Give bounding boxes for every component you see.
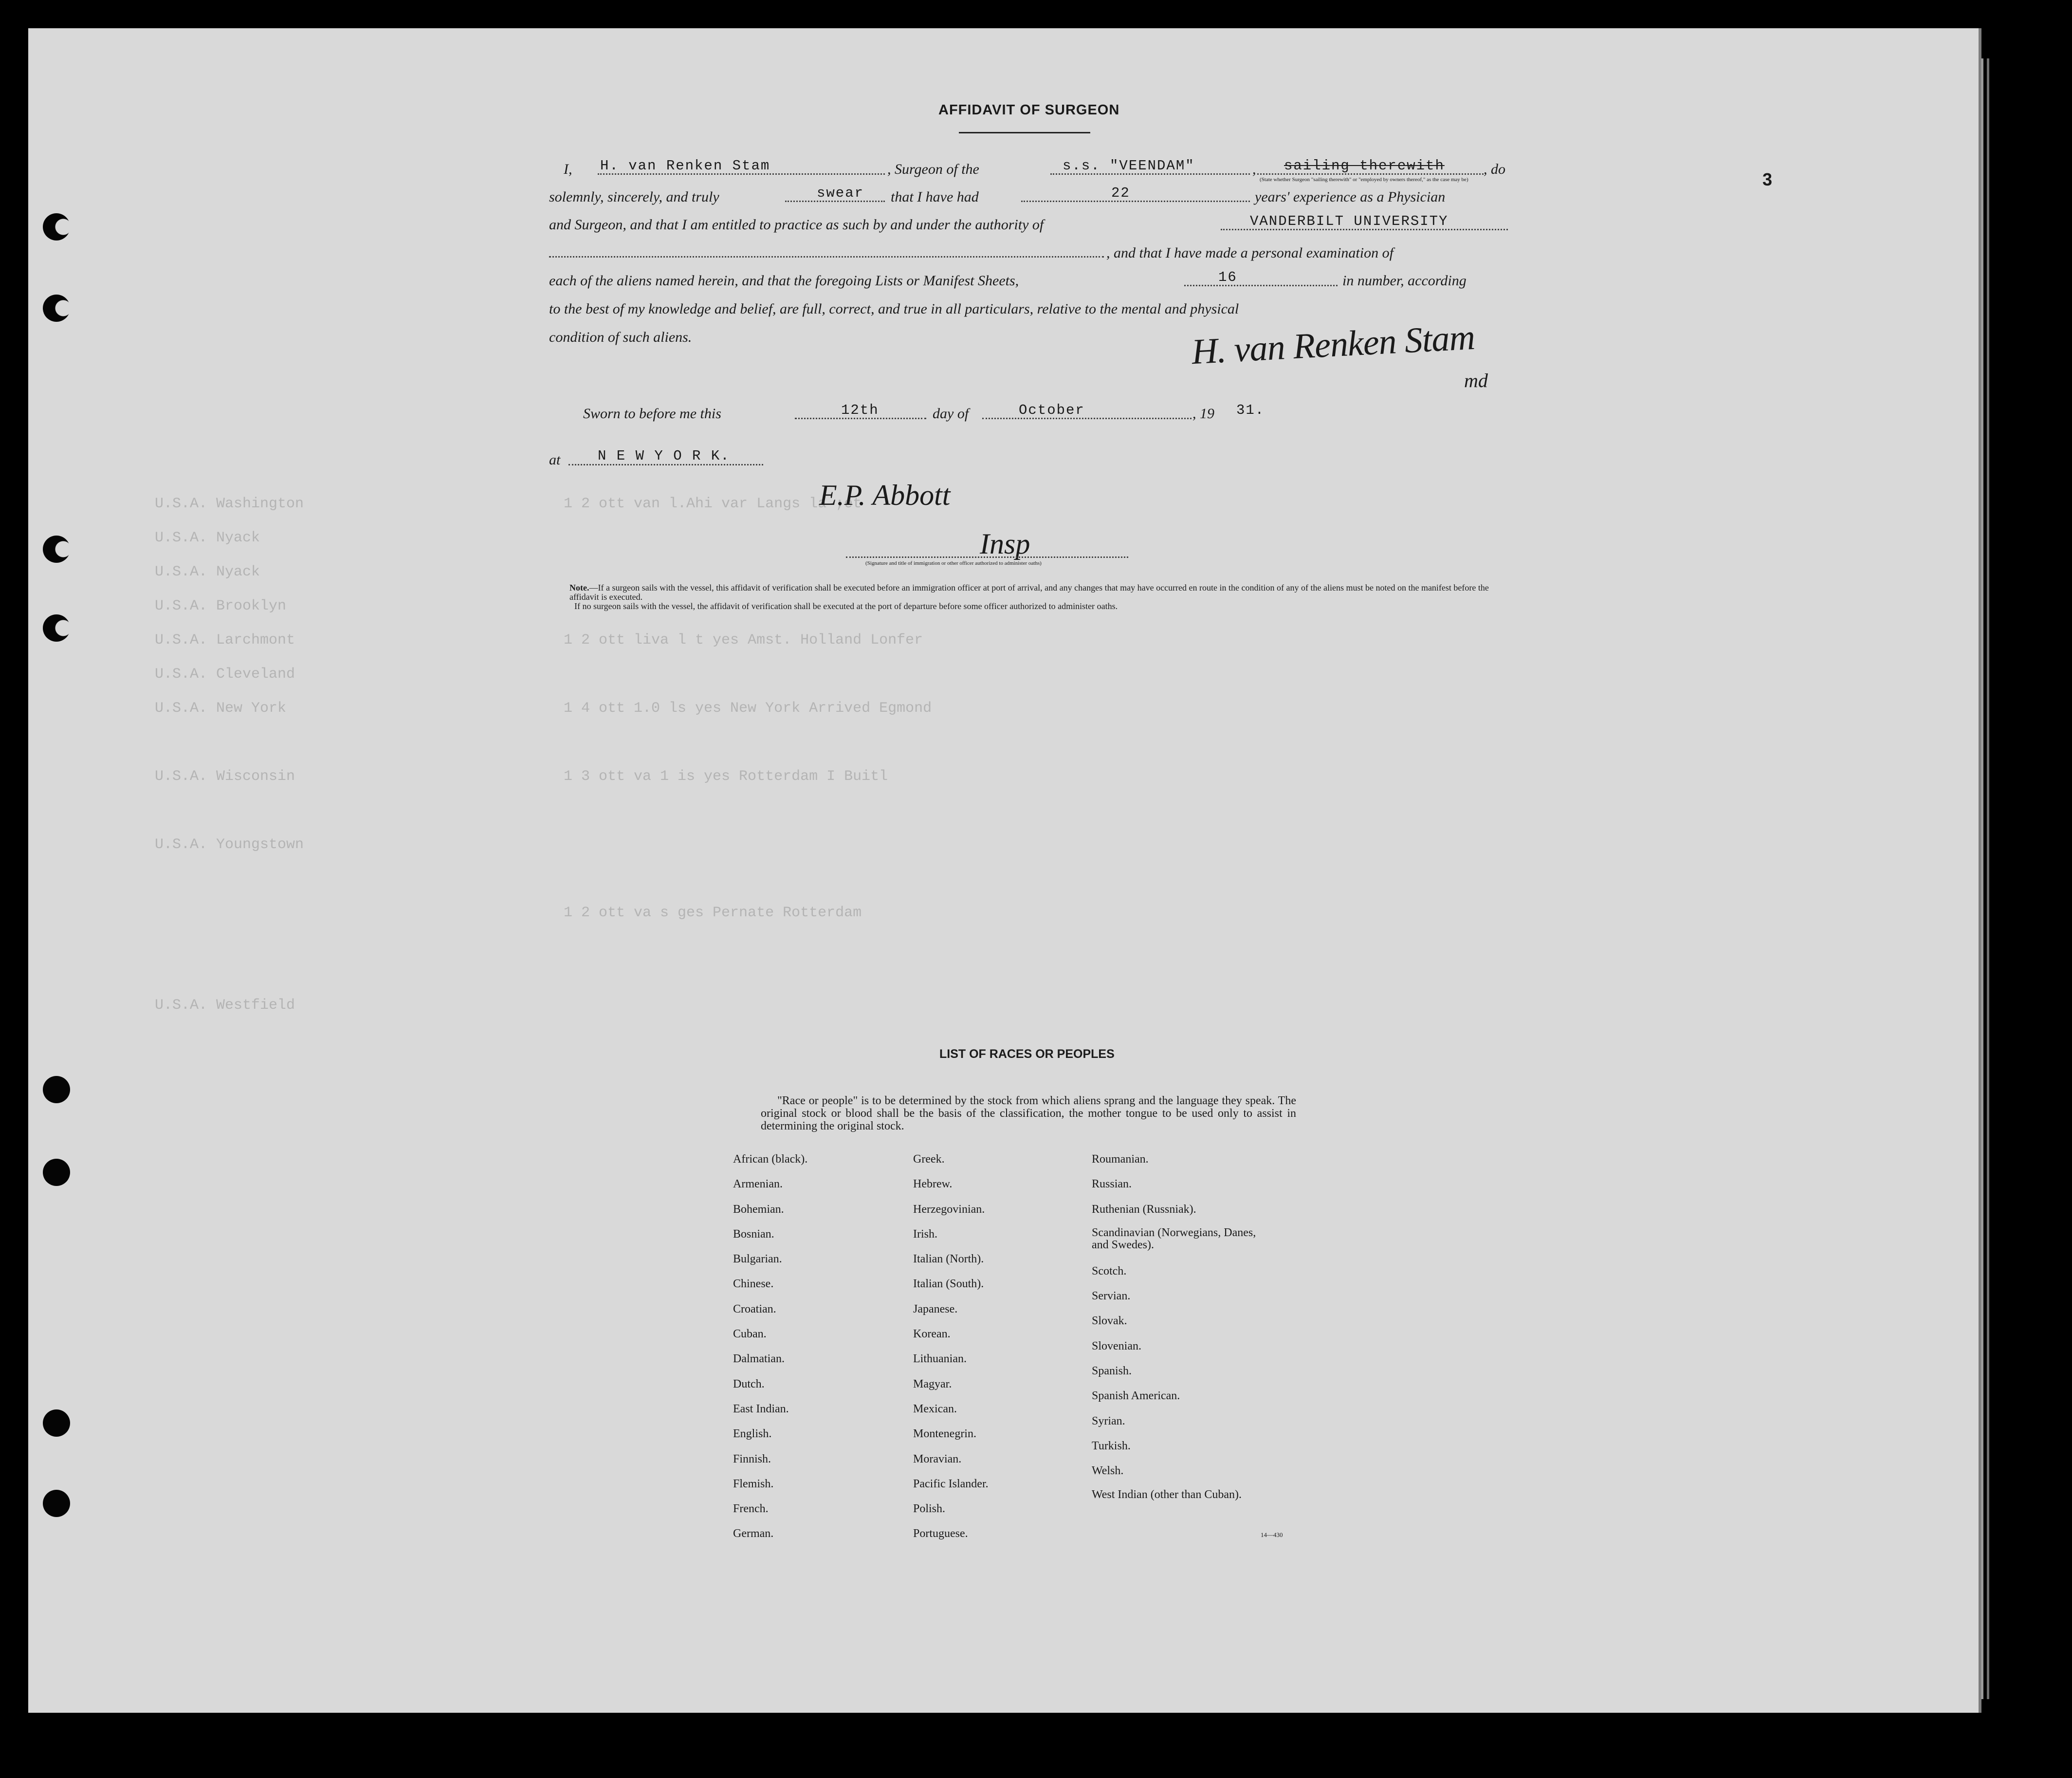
document-title: AFFIDAVIT OF SURGEON xyxy=(938,102,1120,118)
race-item: Polish. xyxy=(913,1502,946,1516)
race-item: Scandinavian (Norwegians, Danes, and Swedes). xyxy=(1092,1226,1256,1251)
race-item: Slovenian. xyxy=(1092,1339,1141,1352)
race-item: Turkish. xyxy=(1092,1439,1131,1452)
race-item: Roumanian. xyxy=(1092,1153,1149,1166)
authority-field: VANDERBILT UNIVERSITY xyxy=(1250,213,1449,229)
affidavit-text: condition of such aliens. xyxy=(549,329,692,345)
races-intro: "Race or people" is to be determined by the stock from which aliens sprang and the language they speak. The original stock or blood shall be the basis of the classification, the mother tongue to be used only to assist in determining the original stock. xyxy=(761,1094,1296,1132)
affidavit-text: years' experience as a Physician xyxy=(1255,189,1446,205)
race-item: Italian (South). xyxy=(913,1278,984,1291)
affidavit-text: that I have had xyxy=(891,189,979,205)
race-item: Hebrew. xyxy=(913,1178,953,1191)
race-item: German. xyxy=(733,1527,774,1540)
race-item: Japanese. xyxy=(913,1302,958,1315)
bleed-through-text: U.S.A. Youngstown xyxy=(155,836,304,853)
sailing-status-field: sailing therewith xyxy=(1284,158,1445,174)
bleed-through-text: U.S.A. Washington xyxy=(155,496,304,512)
race-item: Servian. xyxy=(1092,1290,1131,1303)
field-underline xyxy=(1021,201,1250,202)
binder-hole xyxy=(43,213,70,241)
race-item: Bulgarian. xyxy=(733,1253,782,1266)
bleed-through-text: 1 3 ott va 1 is yes Rotterdam I Buitl xyxy=(564,768,888,785)
officer-signature: E.P. Abbott xyxy=(819,479,951,511)
affidavit-text: solemnly, sincerely, and truly xyxy=(549,189,719,205)
race-item: Flemish. xyxy=(733,1477,774,1490)
race-item: Magyar. xyxy=(913,1377,952,1390)
binder-hole xyxy=(43,1076,70,1103)
race-item: Irish. xyxy=(913,1227,937,1241)
bleed-through-text: U.S.A. Larchmont xyxy=(155,632,295,648)
field-underline xyxy=(568,464,763,465)
races-title: LIST OF RACES OR PEOPLES xyxy=(939,1047,1115,1061)
race-item: Spanish American. xyxy=(1092,1389,1180,1403)
bleed-through-text: U.S.A. Cleveland xyxy=(155,666,295,683)
affidavit-text: to the best of my knowledge and belief, are full, correct, and true in all particulars, relative to the mental and physical xyxy=(549,301,1239,317)
race-item: Cuban. xyxy=(733,1328,767,1341)
race-item: Ruthenian (Russniak). xyxy=(1092,1203,1196,1216)
bleed-through-text: 1 2 ott va s ges Pernate Rotterdam xyxy=(564,905,862,921)
race-item: African (black). xyxy=(733,1153,808,1166)
race-item: West Indian (other than Cuban). xyxy=(1092,1488,1242,1501)
affidavit-text: each of the aliens named herein, and that the foregoing Lists or Manifest Sheets, xyxy=(549,273,1019,289)
race-item: Dutch. xyxy=(733,1377,765,1390)
field-underline xyxy=(598,173,885,175)
sheets-count-field: 16 xyxy=(1218,269,1237,285)
document-page xyxy=(28,28,1981,1713)
field-underline xyxy=(785,201,885,202)
race-item: Russian. xyxy=(1092,1178,1132,1191)
page-number: 3 xyxy=(1762,169,1773,189)
race-item: Pacific Islander. xyxy=(913,1477,989,1490)
bleed-through-text: U.S.A. Nyack xyxy=(155,564,260,580)
signature-caption: (Signature and title of immigration or other officer authorized to administer oaths) xyxy=(865,560,1042,566)
race-item: Lithuanian. xyxy=(913,1352,967,1366)
binder-hole xyxy=(43,536,70,563)
bleed-through-text: U.S.A. New York xyxy=(155,700,287,717)
bleed-through-text: 1 2 ott van l.Ahi var Langs la ;et xyxy=(564,496,862,512)
race-item: French. xyxy=(733,1502,769,1516)
race-item: Croatian. xyxy=(733,1302,776,1315)
race-item: Korean. xyxy=(913,1328,951,1341)
race-item: Moravian. xyxy=(913,1452,962,1465)
place-field: N E W Y O R K. xyxy=(598,448,730,464)
field-underline xyxy=(1257,173,1484,175)
oath-field: swear xyxy=(817,185,864,201)
race-item: Portuguese. xyxy=(913,1527,968,1540)
field-underline xyxy=(549,256,1104,258)
affidavit-text: , Surgeon of the xyxy=(887,161,979,177)
sworn-day-field: 12th xyxy=(841,402,879,418)
field-underline xyxy=(1184,285,1338,286)
race-item: Montenegrin. xyxy=(913,1427,976,1441)
binder-hole xyxy=(43,295,70,322)
race-item: East Indian. xyxy=(733,1402,789,1415)
sworn-text: Sworn to before me this xyxy=(583,406,721,422)
signature-underline xyxy=(846,556,1128,558)
title-underline xyxy=(959,132,1090,133)
sailing-instruction: (State whether Surgeon "sailing therewith" or "employed by owners thereof," as the case may be) xyxy=(1260,177,1468,183)
affidavit-text: , xyxy=(1252,161,1256,177)
sworn-month-field: October xyxy=(1019,402,1085,418)
affidavit-text: in number, according xyxy=(1342,273,1467,289)
races-column-1 xyxy=(733,1152,807,1552)
field-underline xyxy=(1050,173,1250,175)
affidavit-text: I, xyxy=(564,161,572,177)
affidavit-text: , do xyxy=(1484,161,1505,177)
races-column-3 xyxy=(1092,1152,1267,1514)
page-edge xyxy=(1987,58,1989,1699)
bleed-through-text: U.S.A. Nyack xyxy=(155,530,260,546)
affidavit-text: and Surgeon, and that I am entitled to practice as such by and under the authority of xyxy=(549,217,1044,233)
sworn-text: day of xyxy=(933,406,969,422)
races-column-2 xyxy=(913,1152,989,1552)
place-label: at xyxy=(549,452,561,468)
binder-hole xyxy=(43,1159,70,1186)
race-item: Chinese. xyxy=(733,1278,774,1291)
binder-hole xyxy=(43,1490,70,1517)
surgeon-name-field: H. van Renken Stam xyxy=(600,158,770,174)
officer-title: Insp xyxy=(980,528,1030,560)
race-item: Syrian. xyxy=(1092,1414,1125,1427)
field-underline xyxy=(1221,229,1508,230)
race-item: Herzegovinian. xyxy=(913,1203,985,1216)
binder-hole xyxy=(43,614,70,642)
page-edge xyxy=(1981,58,1983,1699)
race-item: Finnish. xyxy=(733,1452,771,1465)
sworn-text: , 19 xyxy=(1192,406,1214,422)
years-field: 22 xyxy=(1111,185,1130,201)
race-item: Bosnian. xyxy=(733,1227,774,1241)
race-item: Spanish. xyxy=(1092,1365,1132,1378)
race-item: Bohemian. xyxy=(733,1203,784,1216)
surgeon-signature-suffix: md xyxy=(1464,370,1488,391)
field-underline xyxy=(795,418,926,419)
note-text-2: If no surgeon sails with the vessel, the affidavit of verification shall be executed at the port of departure before some officer authorized to administer oaths. xyxy=(574,601,1118,611)
race-item: Welsh. xyxy=(1092,1464,1124,1478)
binder-hole xyxy=(43,1409,70,1437)
surgeon-signature: H. van Renken Stam xyxy=(1191,317,1476,372)
race-item: Scotch. xyxy=(1092,1264,1127,1278)
race-item: Dalmatian. xyxy=(733,1352,785,1366)
bleed-through-text: U.S.A. Brooklyn xyxy=(155,598,287,614)
race-item: Italian (North). xyxy=(913,1253,984,1266)
race-item: English. xyxy=(733,1427,772,1441)
note-text-1: —If a surgeon sails with the vessel, this affidavit of verification shall be executed before an immigration officer at port of arrival, and any changes that may have occurred en route in the condition of any of the aliens must be noted on the manifest before the affidavit is executed. xyxy=(569,583,1489,602)
bleed-through-text: 1 2 ott liva l t yes Amst. Holland Lonfer xyxy=(564,632,923,648)
race-item: Slovak. xyxy=(1092,1315,1127,1328)
form-number: 14—430 xyxy=(1261,1531,1283,1538)
race-item: Armenian. xyxy=(733,1178,783,1191)
ship-name-field: s.s. "VEENDAM" xyxy=(1063,158,1195,174)
affidavit-text: , and that I have made a personal examination of xyxy=(1106,245,1394,261)
field-underline xyxy=(982,418,1192,419)
note-label: Note. xyxy=(569,583,589,593)
race-item: Mexican. xyxy=(913,1402,957,1415)
race-item: Greek. xyxy=(913,1153,945,1166)
bleed-through-text: U.S.A. Westfield xyxy=(155,997,295,1014)
sworn-year-field: 31. xyxy=(1236,402,1265,418)
affidavit-note xyxy=(569,583,1509,611)
bleed-through-text: U.S.A. Wisconsin xyxy=(155,768,295,785)
bleed-through-text: 1 4 ott 1.0 ls yes New York Arrived Egmond xyxy=(564,700,932,717)
